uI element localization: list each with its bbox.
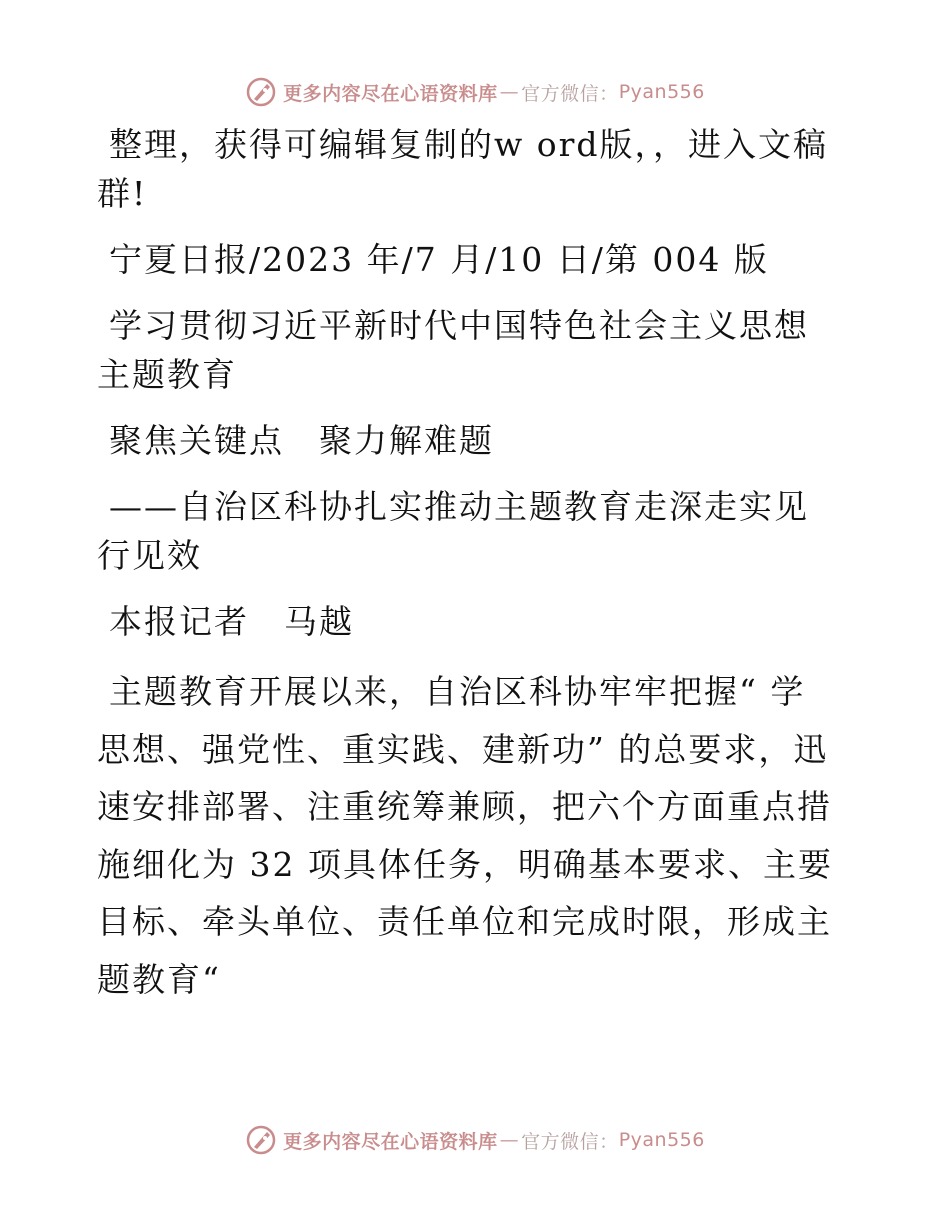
- watermark-brand: 更多内容尽在心语资料库: [283, 1130, 498, 1153]
- article-headline: 聚焦关键点 聚力解难题: [109, 421, 494, 460]
- byline: 本报记者 马越: [109, 602, 354, 641]
- quill-logo-icon: [245, 76, 277, 108]
- article-subheadline: ——自治区科协扎实推动主题教育走深走实见行见效: [97, 487, 809, 575]
- intro-line: 整理，获得可编辑复制的w ord版，，进入文稿群!: [97, 125, 829, 213]
- header-watermark: [0, 72, 950, 112]
- watermark-label: 官方微信：: [521, 1130, 619, 1153]
- publication-info: 宁夏日报/2023 年/7 月/10 日/第 004 版: [109, 240, 769, 279]
- quill-logo-icon: [245, 1124, 277, 1156]
- watermark-label: 官方微信：: [521, 82, 619, 105]
- document-body: [97, 120, 837, 1025]
- footer-watermark: [0, 1120, 950, 1160]
- watermark-dash: —: [499, 1129, 520, 1151]
- column-title: 学习贯彻习近平新时代中国特色社会主义思想主题教育: [97, 306, 809, 394]
- body-paragraph: 主题教育开展以来，自治区科协牢牢把握“ 学思想、强党性、重实践、建新功” 的总要求，迅速安排部署、注重统筹兼顾，把六个方面重点措施细化为 32 项具体任务，明确基本要求、主要目标、牵头单位、责任单位和完成时限，形成主题教育“: [97, 672, 833, 999]
- watermark-wechat-id: Pyan556: [618, 1129, 705, 1151]
- watermark-wechat-id: Pyan556: [618, 81, 705, 103]
- watermark-brand: 更多内容尽在心语资料库: [283, 82, 498, 105]
- watermark-dash: —: [499, 81, 520, 103]
